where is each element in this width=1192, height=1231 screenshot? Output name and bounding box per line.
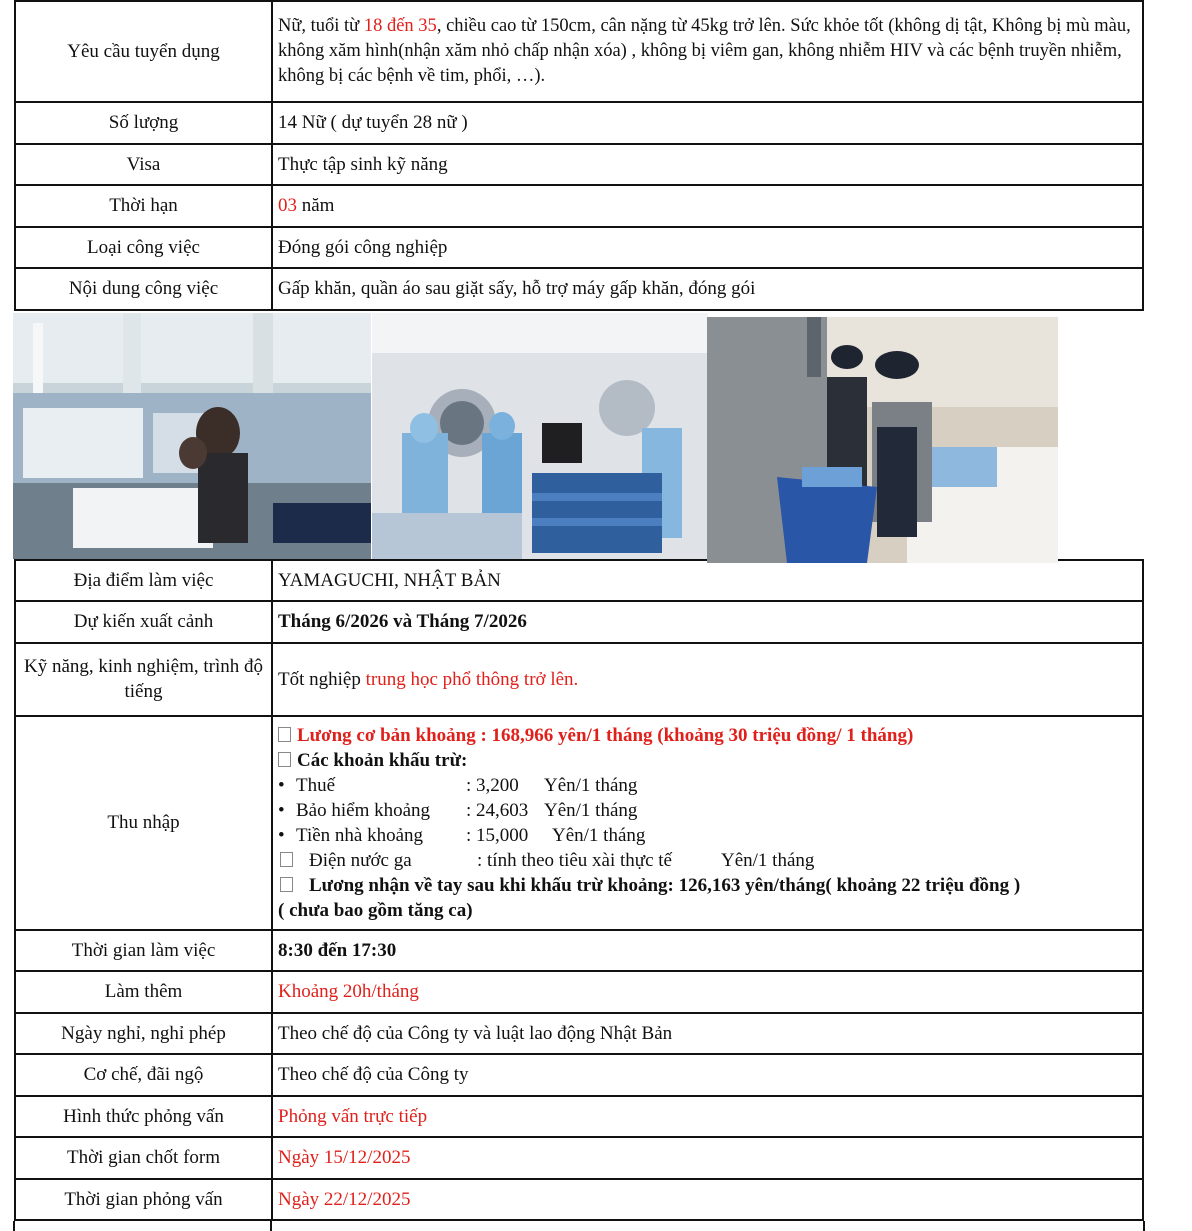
label-form-deadline: Thời gian chốt form: [15, 1137, 272, 1179]
row-requirement: [15, 1, 1143, 102]
row-interview-date: [15, 1179, 1143, 1221]
deduction-utilities: Điện nước ga : tính theo tiêu xài thực tế Yên/1 tháng: [278, 848, 1142, 873]
value-overtime: Khoảng 20h/tháng: [272, 971, 1143, 1013]
label-income: Thu nhập: [15, 716, 272, 930]
label-holidays: Ngày nghỉ, nghỉ phép: [15, 1013, 272, 1055]
next-row-edge: [14, 1219, 1144, 1231]
row-work-hours: [15, 930, 1143, 972]
checkbox-glyph-icon: [278, 727, 291, 742]
label-benefits: Cơ chế, đãi ngộ: [15, 1054, 272, 1096]
checkbox-glyph-icon: [278, 752, 291, 767]
value-visa: Thực tập sinh kỹ năng: [272, 144, 1143, 186]
value-benefits: Theo chế độ của Công ty: [272, 1054, 1143, 1096]
job-info-document: [14, 0, 1144, 1221]
photo-strip: [15, 310, 1143, 560]
value-duration: 03 năm: [272, 185, 1143, 227]
value-income: [272, 716, 1143, 930]
value-quantity: 14 Nữ ( dự tuyển 28 nữ ): [272, 102, 1143, 144]
label-departure: Dự kiến xuất cảnh: [15, 601, 272, 643]
label-work-hours: Thời gian làm việc: [15, 930, 272, 972]
label-interview-type: Hình thức phỏng vấn: [15, 1096, 272, 1138]
checkbox-glyph-icon: [280, 852, 293, 867]
income-base: Lương cơ bản khoảng : 168,966 yên/1 tháng (khoảng 30 triệu đồng/ 1 tháng): [278, 723, 1142, 748]
label-location: Địa điểm làm việc: [15, 560, 272, 602]
row-job-type: [15, 227, 1143, 269]
deduction-tax: • Thuế : 3,200 Yên/1 tháng: [278, 774, 638, 796]
label-requirement: Yêu cầu tuyển dụng: [15, 1, 272, 102]
row-duration: [15, 185, 1143, 227]
value-work-hours: 8:30 đến 17:30: [272, 930, 1143, 972]
row-location: [15, 560, 1143, 602]
value-skills: Tốt nghiệp trung học phổ thông trở lên.: [272, 643, 1143, 716]
value-location: YAMAGUCHI, NHẬT BẢN: [272, 560, 1143, 602]
label-overtime: Làm thêm: [15, 971, 272, 1013]
laundry-factory-photo: [13, 313, 371, 559]
deduction-insurance: • Bảo hiểm khoảng : 24,603 Yên/1 tháng: [278, 799, 638, 821]
label-visa: Visa: [15, 144, 272, 186]
row-interview-type: [15, 1096, 1143, 1138]
income-deductions-title: Các khoản khấu trừ:: [278, 748, 1142, 773]
row-skills: [15, 643, 1143, 716]
row-benefits: [15, 1054, 1143, 1096]
value-interview-date: Ngày 22/12/2025: [272, 1179, 1143, 1221]
label-skills: Kỹ năng, kinh nghiệm, trình độ tiếng: [15, 643, 272, 716]
label-duration: Thời hạn: [15, 185, 272, 227]
income-net: Lương nhận về tay sau khi khấu trừ khoảng: 126,163 yên/tháng( khoảng 22 triệu đồng ): [278, 873, 1142, 898]
folding-workers-photo: [707, 317, 1058, 563]
value-form-deadline: Ngày 15/12/2025: [272, 1137, 1143, 1179]
row-holidays: [15, 1013, 1143, 1055]
income-net-note: ( chưa bao gồm tăng ca): [278, 899, 473, 921]
value-job-type: Đóng gói công nghiệp: [272, 227, 1143, 269]
value-holidays: Theo chế độ của Công ty và luật lao động Nhật Bản: [272, 1013, 1143, 1055]
row-visa: [15, 144, 1143, 186]
row-quantity: [15, 102, 1143, 144]
job-info-table: [14, 0, 1144, 1221]
row-form-deadline: [15, 1137, 1143, 1179]
row-departure: [15, 601, 1143, 643]
label-job-type: Loại công việc: [15, 227, 272, 269]
label-quantity: Số lượng: [15, 102, 272, 144]
checkbox-glyph-icon: [280, 877, 293, 892]
cleanroom-laundry-photo: [372, 313, 708, 559]
value-interview-type: Phỏng vấn trực tiếp: [272, 1096, 1143, 1138]
row-overtime: [15, 971, 1143, 1013]
label-interview-date: Thời gian phỏng vấn: [15, 1179, 272, 1221]
row-income: [15, 716, 1143, 930]
value-departure: Tháng 6/2026 và Tháng 7/2026: [272, 601, 1143, 643]
label-job-content: Nội dung công việc: [15, 268, 272, 310]
value-job-content: Gấp khăn, quần áo sau giặt sấy, hỗ trợ máy gấp khăn, đóng gói: [272, 268, 1143, 310]
deduction-housing: • Tiền nhà khoảng : 15,000 Yên/1 tháng: [278, 824, 646, 846]
row-photos: [15, 310, 1143, 560]
row-job-content: [15, 268, 1143, 310]
value-requirement: Nữ, tuổi từ 18 đến 35, chiều cao từ 150cm, cân nặng từ 45kg trở lên. Sức khỏe tốt (không dị tật, Không bị mù màu, không xăm hình(nhận xăm nhỏ chấp nhận xóa) , không bị viêm gan, không nhiễm HIV và các bệnh truyền nhiễm, không bị các bệnh về tim, phổi, …).: [272, 1, 1143, 102]
